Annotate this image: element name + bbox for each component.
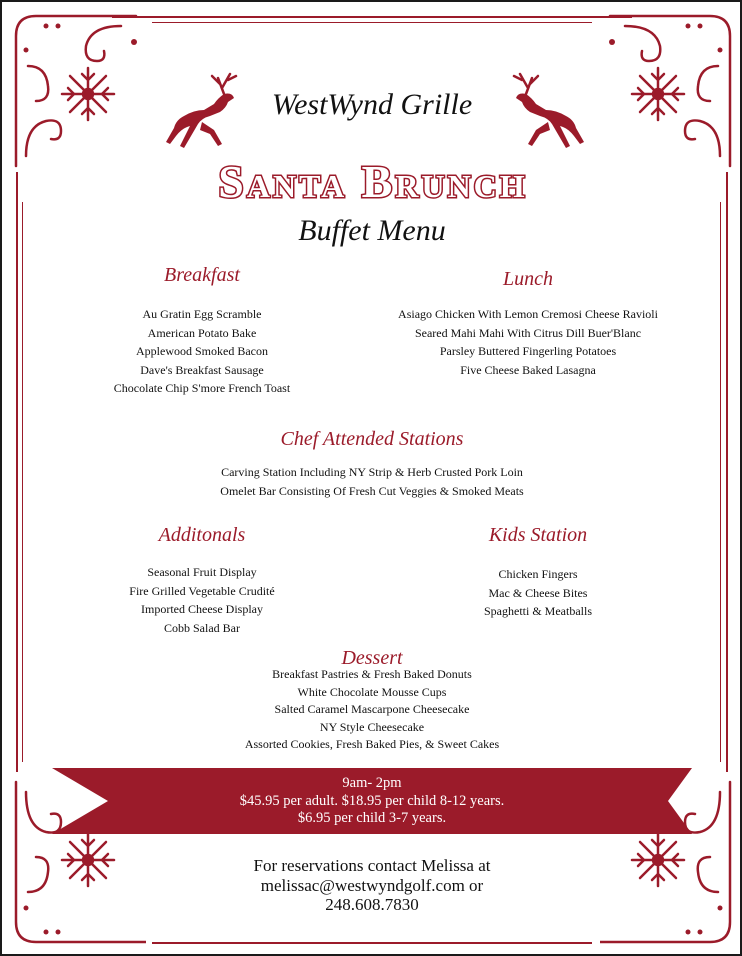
- section-heading: Lunch: [503, 268, 553, 290]
- list-item: Carving Station Including NY Strip & Herb Crusted Pork Loin: [221, 465, 523, 479]
- list-item: Chocolate Chip S'more French Toast: [113, 381, 291, 395]
- snowflake-icon: [62, 834, 114, 886]
- list-item: White Chocolate Mousse Cups: [297, 684, 447, 699]
- contact-block: [172, 856, 572, 915]
- list-item: Chicken Fingers: [498, 567, 578, 581]
- section-heading: Dessert: [341, 647, 403, 669]
- frame-bottom-line: [152, 942, 592, 944]
- list-item: Assorted Cookies, Fresh Baked Pies, & Sweet Cakes: [244, 737, 500, 751]
- list-item: Imported Cheese Display: [141, 602, 263, 616]
- frame-top-line-inner: [152, 22, 592, 23]
- frame-left-line-inner: [22, 202, 23, 762]
- section-heading: Chef Attended Stations: [280, 428, 464, 450]
- contact-line: For reservations contact Melissa at: [253, 856, 491, 875]
- price-banner: [122, 775, 622, 828]
- corner-ornament-top-right: [600, 6, 740, 176]
- list-item: Asiago Chicken With Lemon Cremosi Cheese Ravioli: [398, 307, 658, 321]
- list-item: NY Style Cheesecake: [319, 719, 425, 734]
- list-item: Parsley Buttered Fingerling Potatoes: [439, 344, 617, 358]
- contact-phone: 248.608.7830: [325, 895, 419, 914]
- section-lunch: [368, 268, 688, 379]
- frame-right-line: [726, 172, 728, 772]
- section-heading: Breakfast: [164, 264, 240, 286]
- contact-email: melissac@westwyndgolf.com or: [260, 875, 484, 895]
- list-item: Salted Caramel Mascarpone Cheesecake: [274, 702, 470, 716]
- section-heading: Additonals: [158, 524, 246, 546]
- section-breakfast: [62, 264, 342, 398]
- list-item: Five Cheese Baked Lasagna: [460, 362, 596, 377]
- list-item: Omelet Bar Consisting Of Fresh Cut Veggies & Smoked Meats: [220, 483, 524, 498]
- list-item: Breakfast Pastries & Fresh Baked Donuts: [272, 667, 472, 681]
- section-heading: Kids Station: [488, 524, 588, 546]
- list-item: Spaghetti & Meatballs: [484, 604, 592, 618]
- list-item: Fire Grilled Vegetable Crudité: [129, 583, 275, 598]
- snowflake-icon: [632, 834, 684, 886]
- frame-right-line-inner: [720, 202, 721, 762]
- menu-title: Buffet Menu: [298, 214, 446, 247]
- reindeer-icon: [508, 64, 588, 156]
- snowflake-icon: [632, 68, 684, 120]
- section-dessert: [172, 648, 572, 754]
- list-item: Seared Mahi Mahi With Citrus Dill Buer'Blanc: [414, 325, 642, 340]
- frame-left-line: [16, 172, 18, 772]
- list-item: American Potato Bake: [147, 325, 257, 340]
- list-item: Seasonal Fruit Display: [147, 565, 257, 579]
- list-item: Au Gratin Egg Scramble: [142, 307, 262, 321]
- event-title-text: Santa Brunch: [218, 156, 528, 207]
- section-chef-stations: [122, 428, 622, 500]
- corner-ornament-top-left: [6, 6, 146, 176]
- banner-adult-price: $45.95 per adult. $18.95 per child 8-12 years.: [239, 792, 505, 809]
- list-item: Applewood Smoked Bacon: [136, 344, 268, 358]
- list-item: Mac & Cheese Bites: [488, 585, 588, 600]
- snowflake-icon: [62, 68, 114, 120]
- event-title: [62, 152, 684, 212]
- list-item: Cobb Salad Bar: [164, 620, 240, 635]
- section-kids-station: [388, 524, 688, 621]
- banner-child-price: $6.95 per child 3-7 years.: [297, 810, 447, 826]
- section-additionals: [62, 524, 342, 637]
- reindeer-icon: [162, 64, 242, 156]
- restaurant-name: WestWynd Grille: [271, 88, 473, 121]
- frame-top-line: [112, 16, 632, 18]
- banner-hours: 9am- 2pm: [342, 775, 402, 791]
- list-item: Dave's Breakfast Sausage: [140, 362, 264, 377]
